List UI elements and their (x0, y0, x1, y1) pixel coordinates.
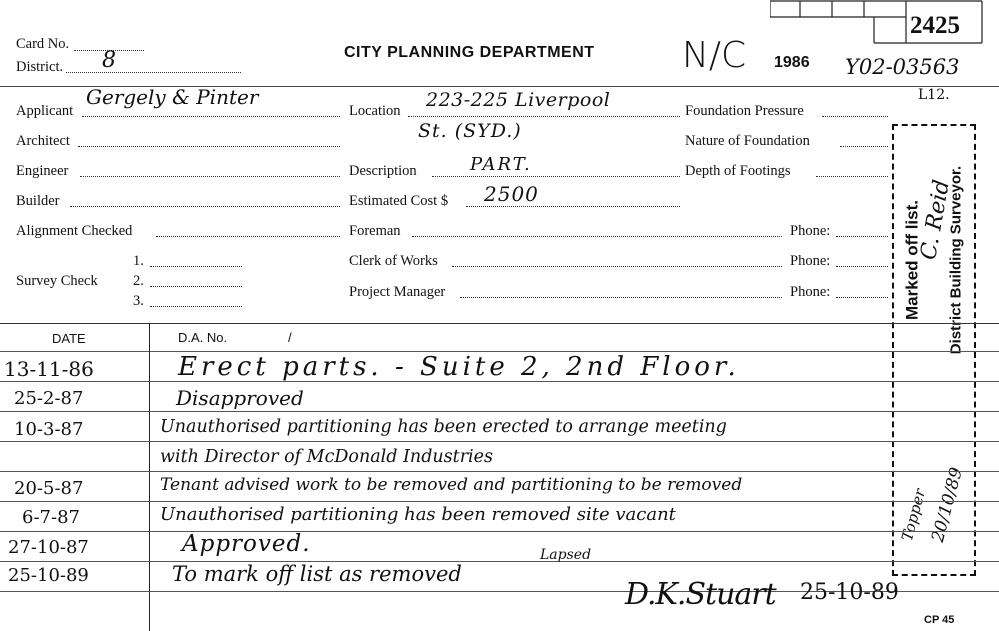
foreman-label: Foreman (349, 223, 401, 239)
card-number: 2425 (910, 12, 960, 39)
location-value-1: 223-225 Liverpool (426, 89, 611, 111)
clerk-phone-label: Phone: (790, 253, 831, 269)
log-row-6-text: Unauthorised partitioning has been removed site vacant (160, 504, 676, 525)
log-row-2-date: 25-2-87 (14, 388, 84, 409)
cost-label: Estimated Cost $ (349, 193, 449, 209)
da-slash: / (288, 330, 292, 345)
alignment-label: Alignment Checked (16, 223, 133, 239)
clerk-line (452, 266, 782, 267)
foreman-line (412, 236, 782, 237)
stamp-date: 20/10/89 (927, 465, 968, 545)
log-column-divider (149, 323, 150, 631)
official-signature: D.K.Stuart (625, 577, 776, 612)
stamp-line-1: Marked off list. (902, 200, 922, 320)
applicant-label: Applicant (16, 103, 74, 119)
nature-of-foundation-label: Nature of Foundation (685, 133, 810, 149)
location-label: Location (349, 103, 401, 119)
builder-label: Builder (16, 193, 60, 209)
log-row-4-text: with Director of McDonald Industries (160, 447, 493, 467)
location-value-2: St. (SYD.) (418, 120, 522, 142)
survey-line-1 (150, 266, 242, 267)
survey-line-2 (150, 286, 242, 287)
pm-phone-line (836, 297, 888, 298)
log-row-7-text: Approved. (182, 531, 311, 557)
date-column-header: DATE (52, 331, 86, 346)
applicant-line (82, 116, 340, 117)
builder-line (70, 206, 340, 207)
cost-line (466, 206, 680, 207)
pm-phone-label: Phone: (790, 284, 831, 300)
description-line (432, 176, 680, 177)
survey-item-1: 1. (133, 253, 144, 269)
district-value: 8 (102, 48, 116, 73)
stamp-line-2: District Building Surveyor. (947, 165, 965, 355)
log-row-1-text: Erect parts. - Suite 2, 2nd Floor. (178, 352, 740, 382)
survey-item-2: 2. (133, 273, 144, 289)
description-label: Description (349, 163, 417, 179)
foundation-pressure-value: L12. (918, 87, 950, 103)
stamp-signature: C. Reid (916, 177, 955, 262)
log-row-1-date: 13-11-86 (4, 357, 94, 381)
location-line (408, 116, 680, 117)
year-value: 1986 (774, 54, 810, 71)
log-row-8-text: To mark off list as removed (172, 562, 462, 586)
survey-check-label: Survey Check (16, 273, 98, 289)
project-manager-line (460, 297, 782, 298)
architect-line (78, 146, 340, 147)
engineer-line (80, 176, 340, 177)
file-reference: Y02-03563 (845, 55, 960, 79)
survey-line-3 (150, 306, 242, 307)
log-row-2-text: Disapproved (176, 386, 304, 410)
depth-of-footings-line (816, 176, 888, 177)
log-row-3-text: Unauthorised partitioning has been erected to arrange meeting (160, 417, 727, 437)
log-row-8-insert: Lapsed (540, 547, 592, 563)
da-column-header: D.A. No. (178, 330, 228, 345)
hand-code: N/C (682, 35, 747, 76)
nature-of-foundation-line (840, 146, 888, 147)
log-row-6-date: 6-7-87 (22, 507, 80, 528)
district-line (66, 72, 241, 73)
form-code: CP 45 (924, 614, 955, 626)
applicant-value: Gergely & Pinter (86, 85, 259, 109)
log-row-8-date: 25-10-89 (8, 565, 89, 586)
log-row-5-date: 20-5-87 (14, 478, 84, 499)
log-row-7-date: 27-10-87 (8, 537, 89, 558)
stamp-initials: Topper (897, 486, 930, 543)
page-title: CITY PLANNING DEPARTMENT (344, 44, 595, 61)
alignment-line (156, 236, 340, 237)
foreman-phone-label: Phone: (790, 223, 831, 239)
foundation-pressure-label: Foundation Pressure (685, 103, 804, 119)
depth-of-footings-label: Depth of Footings (685, 163, 791, 179)
project-manager-label: Project Manager (349, 284, 446, 300)
description-value: PART. (470, 154, 532, 175)
architect-label: Architect (16, 133, 70, 149)
card-no-label: Card No. (16, 36, 70, 52)
survey-item-3: 3. (133, 293, 144, 309)
card-number-box (770, 0, 983, 44)
cost-value: 2500 (484, 182, 539, 206)
foundation-pressure-line (822, 116, 888, 117)
log-row-5-text: Tenant advised work to be removed and partitioning to be removed (160, 475, 743, 495)
foreman-phone-line (836, 236, 888, 237)
engineer-label: Engineer (16, 163, 69, 179)
clerk-label: Clerk of Works (349, 253, 438, 269)
district-label: District. (16, 59, 64, 75)
log-row-3-date: 10-3-87 (14, 419, 84, 440)
clerk-phone-line (836, 266, 888, 267)
signature-date: 25-10-89 (800, 580, 899, 605)
